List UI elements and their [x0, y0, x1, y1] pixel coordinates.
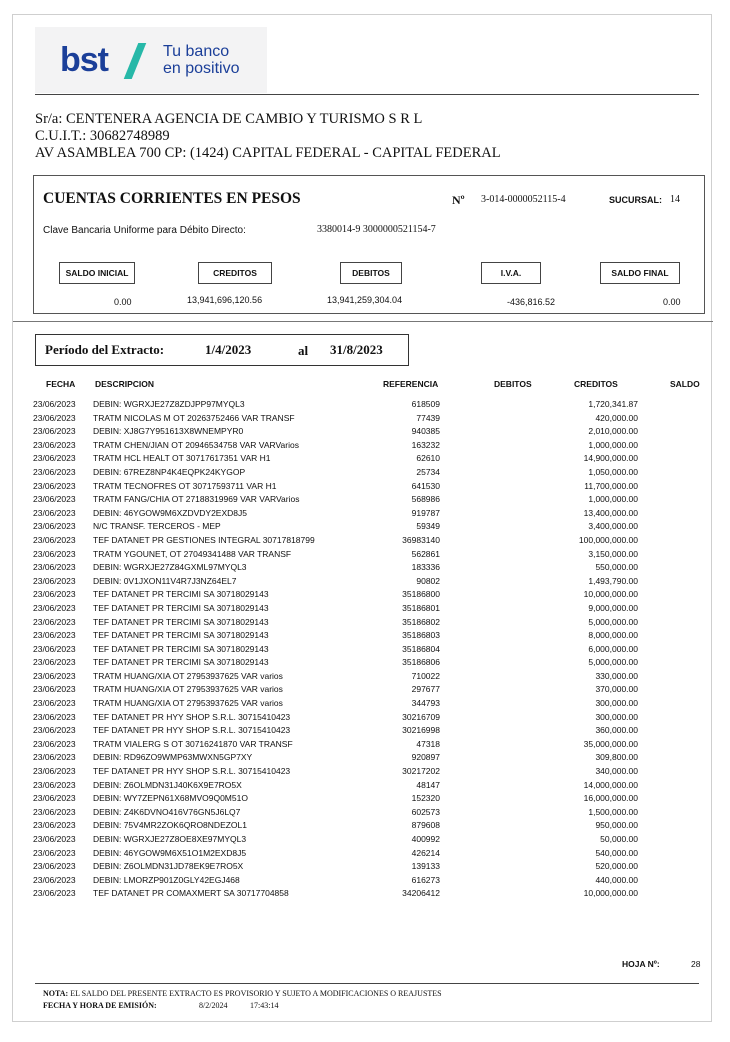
table-row [13, 493, 713, 507]
row-credit: 11,700,000.00 [584, 480, 638, 491]
row-credit: 35,000,000.00 [583, 738, 638, 749]
table-row [13, 452, 713, 466]
table-row [13, 643, 713, 657]
table-row [13, 792, 713, 806]
row-credit: 370,000.00 [595, 684, 638, 695]
transactions-table [13, 398, 713, 901]
row-date: 23/06/2023 [33, 602, 76, 613]
row-credit: 1,000,000.00 [588, 439, 638, 450]
table-row [13, 656, 713, 670]
summary-value-creditos: 13,941,696,120.56 [187, 295, 263, 305]
row-description: TRATM FANG/CHIA OT 27188319969 VAR VARVarios [93, 494, 300, 505]
row-date: 23/06/2023 [33, 752, 76, 763]
summary-label-creditos: CREDITOS [198, 262, 272, 284]
row-description: TRATM VIALERG S OT 30716241870 VAR TRANSF [93, 738, 293, 749]
row-date: 23/06/2023 [33, 507, 76, 518]
row-reference: 59349 [416, 521, 440, 532]
row-description: TEF DATANET PR TERCIMI SA 30718029143 [93, 630, 269, 641]
table-row [13, 480, 713, 494]
page-number-label: HOJA Nº: [622, 959, 660, 969]
table-row [13, 765, 713, 779]
row-date: 23/06/2023 [33, 494, 76, 505]
table-row [13, 534, 713, 548]
row-credit: 13,400,000.00 [583, 507, 638, 518]
row-date: 23/06/2023 [33, 439, 76, 450]
row-description: DEBIN: 67REZ8NP4K4EQPK24KYGOP [93, 466, 246, 477]
table-row [13, 588, 713, 602]
table-row [13, 398, 713, 412]
row-description: TRATM HUANG/XIA OT 27953937625 VAR varios [93, 698, 283, 709]
row-description: DEBIN: 46YGOW9M6X51O1M2EXD8J5 [93, 847, 247, 858]
row-date: 23/06/2023 [33, 548, 76, 559]
row-reference: 30217202 [402, 766, 440, 777]
row-reference: 35186800 [402, 589, 440, 600]
row-description: TRATM HUANG/XIA OT 27953937625 VAR varios [93, 670, 283, 681]
table-row [13, 724, 713, 738]
logo-wordmark: bst [60, 41, 108, 79]
row-credit: 420,000.00 [595, 412, 638, 423]
row-credit: 100,000,000.00 [578, 534, 638, 545]
row-reference: 426214 [411, 847, 440, 858]
row-date: 23/06/2023 [33, 806, 76, 817]
row-credit: 3,400,000.00 [588, 521, 638, 532]
summary-label-iva: I.V.A. [481, 262, 541, 284]
account-number-label: Nº [452, 193, 465, 207]
row-description: DEBIN: Z6OLMDN31JD78EK9E7RO5X [93, 861, 244, 872]
period-to: 31/8/2023 [330, 342, 383, 357]
table-row [13, 439, 713, 453]
row-date: 23/06/2023 [33, 711, 76, 722]
emission-label: FECHA Y HORA DE EMISIÓN: [43, 1001, 157, 1010]
row-date: 23/06/2023 [33, 562, 76, 573]
cbu-value: 3380014-9 3000000521154-7 [317, 224, 436, 235]
table-row [13, 738, 713, 752]
row-description: TEF DATANET PR GESTIONES INTEGRAL 30717818799 [93, 534, 315, 545]
row-reference: 618509 [411, 399, 440, 409]
row-credit: 950,000.00 [595, 820, 638, 831]
row-reference: 602573 [411, 806, 440, 817]
table-row [13, 561, 713, 575]
col-header-descripcion: DESCRIPCION [95, 379, 155, 389]
row-credit: 14,000,000.00 [583, 779, 638, 790]
row-credit: 14,900,000.00 [583, 453, 638, 464]
row-date: 23/06/2023 [33, 534, 76, 545]
row-description: DEBIN: LMORZP901Z0GLY42EGJ468 [93, 874, 240, 885]
row-reference: 35186803 [402, 630, 440, 641]
row-description: TEF DATANET PR HYY SHOP S.R.L. 30715410423 [93, 766, 291, 777]
footer-note-label: NOTA: [43, 989, 69, 998]
row-description: DEBIN: WGRXJE27Z84GXML97MYQL3 [93, 562, 247, 573]
row-description: DEBIN: WY7ZEPN61X68MVO9Q0M51O [93, 793, 248, 804]
table-row [13, 806, 713, 820]
row-credit: 5,000,000.00 [588, 616, 638, 627]
row-reference: 641530 [411, 480, 440, 491]
table-row [13, 425, 713, 439]
row-credit: 540,000.00 [595, 847, 638, 858]
logo-tagline: Tu banco en positivo [163, 43, 240, 77]
footer-emission [43, 1001, 279, 1010]
row-credit: 1,720,341.87 [588, 399, 638, 409]
row-reference: 568986 [411, 494, 440, 505]
row-credit: 5,000,000.00 [588, 657, 638, 668]
row-date: 23/06/2023 [33, 630, 76, 641]
row-description: DEBIN: Z6OLMDN31J40K6X9E7RO5X [93, 779, 242, 790]
row-reference: 30216709 [402, 711, 440, 722]
row-date: 23/06/2023 [33, 684, 76, 695]
row-date: 23/06/2023 [33, 643, 76, 654]
row-date: 23/06/2023 [33, 616, 76, 627]
row-description: DEBIN: RD96ZO9WMP63MWXN5GP7XY [93, 752, 253, 763]
row-reference: 710022 [411, 670, 440, 681]
row-reference: 879608 [411, 820, 440, 831]
row-description: DEBIN: XJ8G7Y951613X8WNEMPYR0 [93, 426, 244, 437]
col-header-referencia: REFERENCIA [383, 379, 439, 389]
row-description: TRATM CHEN/JIAN OT 20946534758 VAR VARVarios [93, 439, 299, 450]
table-row [13, 874, 713, 888]
row-date: 23/06/2023 [33, 725, 76, 736]
row-reference: 919787 [411, 507, 440, 518]
row-reference: 35186802 [402, 616, 440, 627]
row-credit: 2,010,000.00 [588, 426, 638, 437]
row-date: 23/06/2023 [33, 426, 76, 437]
table-row [13, 548, 713, 562]
row-reference: 920897 [411, 752, 440, 763]
row-credit: 50,000.00 [600, 834, 638, 844]
row-description: TRATM YGOUNET, OT 27049341488 VAR TRANSF [93, 548, 292, 559]
row-description: TEF DATANET PR TERCIMI SA 30718029143 [93, 602, 269, 613]
row-credit: 340,000.00 [595, 766, 638, 777]
row-reference: 297677 [411, 684, 440, 695]
bank-logo [35, 27, 267, 93]
table-row [13, 507, 713, 521]
col-header-saldo: SALDO [670, 379, 700, 389]
row-description: TEF DATANET PR COMAXMERT SA 30717704858 [93, 888, 289, 899]
row-description: TRATM HCL HEALT OT 30717617351 VAR H1 [93, 453, 271, 464]
summary-value-debitos: 13,941,259,304.04 [327, 295, 403, 305]
row-reference: 35186804 [402, 643, 440, 654]
row-date: 23/06/2023 [33, 399, 76, 409]
row-description: DEBIN: Z4K6DVNO416V76GN5J6LQ7 [93, 806, 241, 817]
row-credit: 300,000.00 [595, 711, 638, 722]
row-reference: 36983140 [402, 534, 440, 545]
page-number: 28 [691, 959, 701, 969]
row-date: 23/06/2023 [33, 412, 76, 423]
row-date: 23/06/2023 [33, 589, 76, 600]
row-credit: 440,000.00 [595, 874, 638, 885]
row-description: TEF DATANET PR TERCIMI SA 30718029143 [93, 616, 269, 627]
row-credit: 8,000,000.00 [588, 630, 638, 641]
row-date: 23/06/2023 [33, 820, 76, 831]
row-date: 23/06/2023 [33, 738, 76, 749]
summary-label-saldo-final: SALDO FINAL [600, 262, 680, 284]
customer-info [35, 111, 501, 162]
table-row [13, 575, 713, 589]
row-date: 23/06/2023 [33, 698, 76, 709]
row-reference: 77439 [416, 412, 440, 423]
row-date: 23/06/2023 [33, 670, 76, 681]
table-row [13, 629, 713, 643]
row-credit: 520,000.00 [595, 861, 638, 872]
row-description: TEF DATANET PR TERCIMI SA 30718029143 [93, 589, 269, 600]
row-credit: 330,000.00 [595, 670, 638, 681]
row-description: TRATM TECNOFRES OT 30717593711 VAR H1 [93, 480, 277, 491]
row-date: 23/06/2023 [33, 521, 76, 532]
row-reference: 62610 [416, 453, 440, 464]
row-credit: 9,000,000.00 [588, 602, 638, 613]
row-credit: 10,000,000.00 [583, 589, 638, 600]
table-row [13, 602, 713, 616]
row-credit: 1,493,790.00 [588, 575, 638, 586]
row-credit: 16,000,000.00 [583, 793, 638, 804]
table-row [13, 751, 713, 765]
customer-cuit: C.U.I.T.: 30682748989 [35, 128, 170, 144]
table-row [13, 819, 713, 833]
row-reference: 35186806 [402, 657, 440, 668]
row-reference: 35186801 [402, 602, 440, 613]
period-box [35, 334, 409, 366]
row-reference: 34206412 [402, 888, 440, 899]
row-reference: 940385 [411, 426, 440, 437]
statement-page [12, 14, 712, 1022]
row-description: TEF DATANET PR HYY SHOP S.R.L. 30715410423 [93, 725, 291, 736]
logo-accent-slash [124, 43, 147, 79]
col-header-debitos: DEBITOS [494, 379, 532, 389]
row-reference: 47318 [416, 738, 440, 749]
summary-value-saldo-final: 0.00 [663, 297, 681, 307]
row-description: DEBIN: WGRXJE27Z8ZDJPP97MYQL3 [93, 399, 245, 409]
row-date: 23/06/2023 [33, 466, 76, 477]
row-description: N/C TRANSF. TERCEROS - MEP [93, 521, 221, 532]
row-reference: 152320 [411, 793, 440, 804]
emission-time: 17:43:14 [250, 1001, 279, 1010]
account-title: CUENTAS CORRIENTES EN PESOS [43, 190, 301, 207]
table-row [13, 616, 713, 630]
row-date: 23/06/2023 [33, 861, 76, 872]
table-row [13, 670, 713, 684]
row-reference: 344793 [411, 698, 440, 709]
branch-label: SUCURSAL: [609, 195, 662, 205]
row-credit: 6,000,000.00 [588, 643, 638, 654]
summary-label-saldo-inicial: SALDO INICIAL [59, 262, 135, 284]
row-date: 23/06/2023 [33, 874, 76, 885]
row-credit: 1,500,000.00 [588, 806, 638, 817]
row-date: 23/06/2023 [33, 779, 76, 790]
row-date: 23/06/2023 [33, 480, 76, 491]
row-reference: 562861 [411, 548, 440, 559]
row-reference: 48147 [416, 779, 440, 790]
row-credit: 1,050,000.00 [588, 466, 638, 477]
period-label: Período del Extracto: [45, 342, 165, 357]
row-date: 23/06/2023 [33, 657, 76, 668]
col-header-creditos: CREDITOS [574, 379, 618, 389]
table-row [13, 466, 713, 480]
table-row [13, 520, 713, 534]
row-date: 23/06/2023 [33, 575, 76, 586]
row-reference: 139133 [411, 861, 440, 872]
row-description: TEF DATANET PR TERCIMI SA 30718029143 [93, 643, 269, 654]
row-credit: 309,800.00 [595, 752, 638, 763]
account-number: 3-014-0000052115-4 [481, 194, 566, 205]
row-reference: 30216998 [402, 725, 440, 736]
row-credit: 360,000.00 [595, 725, 638, 736]
row-credit: 550,000.00 [595, 562, 638, 573]
row-description: TEF DATANET PR TERCIMI SA 30718029143 [93, 657, 269, 668]
table-row [13, 412, 713, 426]
row-date: 23/06/2023 [33, 793, 76, 804]
table-row [13, 860, 713, 874]
emission-date: 8/2/2024 [199, 1001, 228, 1010]
table-row [13, 779, 713, 793]
row-reference: 25734 [416, 466, 440, 477]
summary-value-saldo-inicial: 0.00 [114, 297, 132, 307]
row-description: TRATM NICOLAS M OT 20263752466 VAR TRANSF [93, 412, 295, 423]
table-row [13, 711, 713, 725]
table-row [13, 697, 713, 711]
header-rule [35, 94, 699, 95]
row-description: DEBIN: 0V1JXON11V4R7J3NZ64EL7 [93, 575, 237, 586]
customer-address: AV ASAMBLEA 700 CP: (1424) CAPITAL FEDERAL - CAPITAL FEDERAL [35, 145, 501, 161]
row-description: TEF DATANET PR HYY SHOP S.R.L. 30715410423 [93, 711, 291, 722]
row-date: 23/06/2023 [33, 888, 76, 899]
footer-note [43, 989, 442, 998]
summary-value-iva: -436,816.52 [507, 297, 556, 307]
divider-rule [13, 321, 713, 322]
table-row [13, 683, 713, 697]
cbu-label: Clave Bancaria Uniforme para Débito Directo: [43, 225, 246, 236]
table-row [13, 887, 713, 901]
row-date: 23/06/2023 [33, 847, 76, 858]
table-row [13, 847, 713, 861]
row-reference: 183336 [411, 562, 440, 573]
row-credit: 300,000.00 [595, 698, 638, 709]
row-date: 23/06/2023 [33, 453, 76, 464]
row-date: 23/06/2023 [33, 766, 76, 777]
row-description: DEBIN: 75V4MR2ZOK6QRO8NDEZOL1 [93, 820, 247, 831]
row-credit: 3,150,000.00 [588, 548, 638, 559]
table-row [13, 833, 713, 847]
customer-name: Sr/a: CENTENERA AGENCIA DE CAMBIO Y TURISMO S R L [35, 111, 423, 127]
row-reference: 163232 [411, 439, 440, 450]
branch-number: 14 [670, 194, 680, 205]
row-reference: 90802 [416, 575, 440, 586]
row-description: DEBIN: 46YGOW9M6XZDVDY2EXD8J5 [93, 507, 247, 518]
footer-rule [35, 983, 699, 984]
account-box [33, 175, 705, 314]
footer-note-text: EL SALDO DEL PRESENTE EXTRACTO ES PROVISORIO Y SUJETO A MODIFICACIONES O REAJUSTES [70, 989, 442, 998]
period-separator: al [298, 343, 309, 358]
row-reference: 616273 [411, 874, 440, 885]
col-header-fecha: FECHA [46, 379, 76, 389]
row-credit: 10,000,000.00 [583, 888, 638, 899]
period-from: 1/4/2023 [205, 342, 252, 357]
row-credit: 1,000,000.00 [588, 494, 638, 505]
summary-label-debitos: DEBITOS [340, 262, 402, 284]
row-description: DEBIN: WGRXJE27Z8OE8XE97MYQL3 [93, 834, 247, 844]
row-date: 23/06/2023 [33, 834, 76, 844]
row-reference: 400992 [411, 834, 440, 844]
row-description: TRATM HUANG/XIA OT 27953937625 VAR varios [93, 684, 283, 695]
